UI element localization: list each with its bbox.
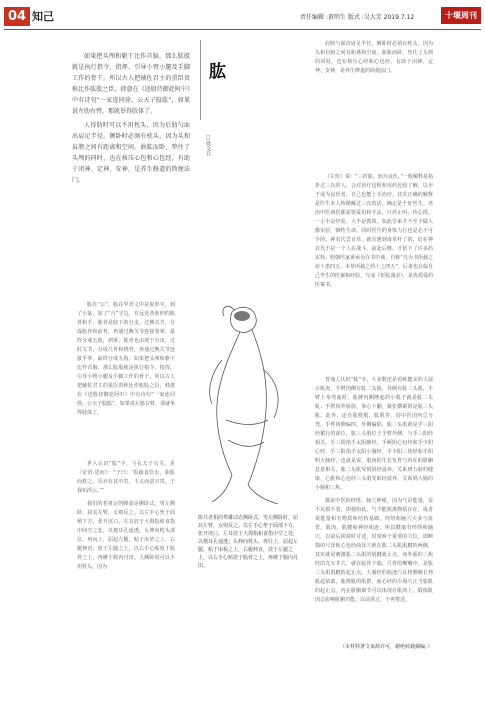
body-paragraph: 我们的老祖宗的睡姿是侧卧式。男左侧卧，屈其左臂，女则反之。以左手心垫于面颊下方，张开虎口，左耳放于大拇指和食指中间空之处，以便耳孔通透，头伸向枕头部位，再向上，屈起左腿，贴于床垫之上，右腿伸直，放于左腿之上，以右手心贴放于股骨之上，再睡于腹内丹田。人侧卧时可以不用枕头，因为 <box>77 501 175 570</box>
body-column-right-3 <box>315 376 433 609</box>
body-column-right-2 <box>315 173 433 294</box>
copyright-note: （本材料著文来源许可，谢绝转载摘编。） <box>340 644 433 650</box>
body-column-left-top <box>77 301 175 422</box>
body-paragraph: 世人认识“肱”字，与孔夫子有关，见《论语·述而》：“子曰：‘饭疏食饮水，曲肱而枕之，乐亦在其中矣。不义而富且贵，于我如浮云。’” <box>77 461 175 494</box>
intro-paragraph: 如果把头颅和躯干比作首脑，那么肱股就是执行指令、指挥、引导小臂小腿及手脚工作的骨干。所以古人把辅佐君主的重臣贵称比作肱股之臣，韩愈在《送殷侍御赴阿中》中有诗句“一家连同徐，公天子股肱”，如果说左肋右臂，那就举得肢体了。 <box>72 53 190 115</box>
page-number: 04 <box>4 7 30 26</box>
body-column-right-1 <box>315 40 433 80</box>
body-paragraph: 普通人认识“肱”字，大多数还是看练健美的人展示肌肉，手臂肉侧有肱二头肌，外侧有肱三头肌，手臂上举弯曲时，肱膊内侧隆起的小肌子就是肱二头肌；手臂同外转筋，掌心下翻，紧张横紧的是肱三头肌。此外，还有肱桡肌，肱肌等，俗中医国内总分弯，手臂肉侧偏四，外侧偏阳，肱二头肌就是手三阴经循行的部位，肱三头肌位于手臂外侧，与手三阳经相关。手三阴指手太阴肺经，手厥阴心包经和手少阴心经，手三阳指手太阳小肠经，手少阳三焦经和手阳明大肠经，也就是说，肌肉的生长发育与内在的脏腑息息相关，肱二头肌受到阴经滋养，关系到五脏的健康，心脏和心包经三头肌受阳经滋养，关系到大肠的小肠和三焦。 <box>315 377 433 491</box>
sleeping-figure-drawing <box>182 300 306 510</box>
title-divider <box>200 40 201 120</box>
body-paragraph: 《左传》说：“三折肱，知为良医。”一般解释是指折过三次的人，会对治疗这程和用药比较了解，以至于成为良医者，自己也能上手治疗。其实正确的解释是医生本人练精解过三次的话，确定是个好医生。尧治中医西医都需要爱用和手法，只停止叫，传心授，一小半是经验，大半是教训。如此学来才不至于做人像实验，牺牲生命。同时医生的身体力行也是必不可少的，神农氏尝百草，就有遇到毒草杆了的，好在神农氏不是一个人在战斗，前赴后继，才留下了许多药实料。明朝医家黄承吴在书中谈，自称“凡为书所载之症十患四五，本草所载之药十之四五”，后来也在临自己毕生的医案和经验，写成《折肱漫录》，是优质爱的医案书。 <box>315 174 433 288</box>
intro-paragraph: 人得肋时可以不用枕头，因为后肋勺面出肩足半径。侧卧时必须有枕头，因为头和肩膀之间有距离和空间。曲肱而卧，垫住了头颅的同时，也在核压心包和心包经，有助于闭神、定神、安神，是养生修道的简便法门。 <box>72 122 190 184</box>
section-name: 知己 <box>32 10 54 23</box>
page-header <box>0 0 485 30</box>
figure-caption: 陈共老相的秀雕动态侧卧式，男左侧卧时，屈其左臂，女则反之。以左手心垫于面部下方，张开虎口，左耳放于大拇指和食指中空之处，以便耳孔通透；头伸向枕头，再往上，屈起左腿，贴于床板之上，右腿伸直，放于左腿之上，以右手心贴放于股骨之上，再睡于腹内丹田。 <box>198 515 299 569</box>
editor-credits: 责任编辑 :黄明生 版式 :吴大芳 2019.7.12 <box>300 14 415 21</box>
article-intro <box>72 51 190 189</box>
sleeping-figure-illustration <box>182 300 306 510</box>
body-paragraph: 肱在“公”，肱在甲骨文中是象形字，到了小篆，加了“月”字边，有远近各象形的肱骨和手，肱骨是肢下的分支，过膊关节，分成肱骨和前骨，再通过腕关节连接着掌，最终分成五肢，到掌，肱骨也由现于分出，过肘关节，分成尺骨和桡骨，再通过腕关节连接手掌，最终分成五指。如果把头颅和躯干比作首脑，那么肱股就是执行指令、指挥、引导小臂小腿及手脚工作的骨干。所以古人把辅佐君主的重臣贵称比作肱股之臣，韩愈在《送殷侍御赴阿中》中有诗句“一家连同徐，公天子股肱”。如果说左胳右臂，那就举得肢体了。 <box>77 302 175 416</box>
newspaper-logo: 十堰周刊 <box>441 7 481 24</box>
body-paragraph: 肩膀勺面出肩足半径。侧卧时必须有枕头，因为头和肩膀之间有距离和空间。曲肱而卧，垫住了头颅的同时，也在核压心经和心包经，有助于闭神、定神、安神，是养生修道的简便法门。 <box>315 41 433 74</box>
header-rule <box>4 29 481 30</box>
article-byline: □徐文兵 <box>205 135 211 156</box>
body-column-left-bottom <box>77 460 175 576</box>
body-paragraph: 都说中医的经络，脑穴神秘，因为气是能量，看不见摸不着，即便如此，气不能脱离物质存在，或者说能量和有物质和结构基础。经络和脑穴大多与血管，肌肉，肌腱和神经相连，所以健康有经络和脑穴，以前后阴窝时讨述，时常两个重要的穴位，即断损的尺泽和心包经曲泽穴就在肱二头肌肌腱的两侧，其实就是刺激肱二头肌的肌腱就止点。而外面的三焦经的尤天井穴，就在肱骨下端，尺骨的鹰嘴中，是肱三头肌肌腱的起止点。大肠经的曲池穴在桡侧腕长伸肌起始部，肱桡肌的肌群，而心经的少海穴正当肱肌的起止点。内在脏腑调节可以体现在肌肉上，锻炼肌肉会影响脏腑功能，以前讲过，不再赘述。 <box>315 498 433 603</box>
article-title: 肱 <box>205 62 225 81</box>
